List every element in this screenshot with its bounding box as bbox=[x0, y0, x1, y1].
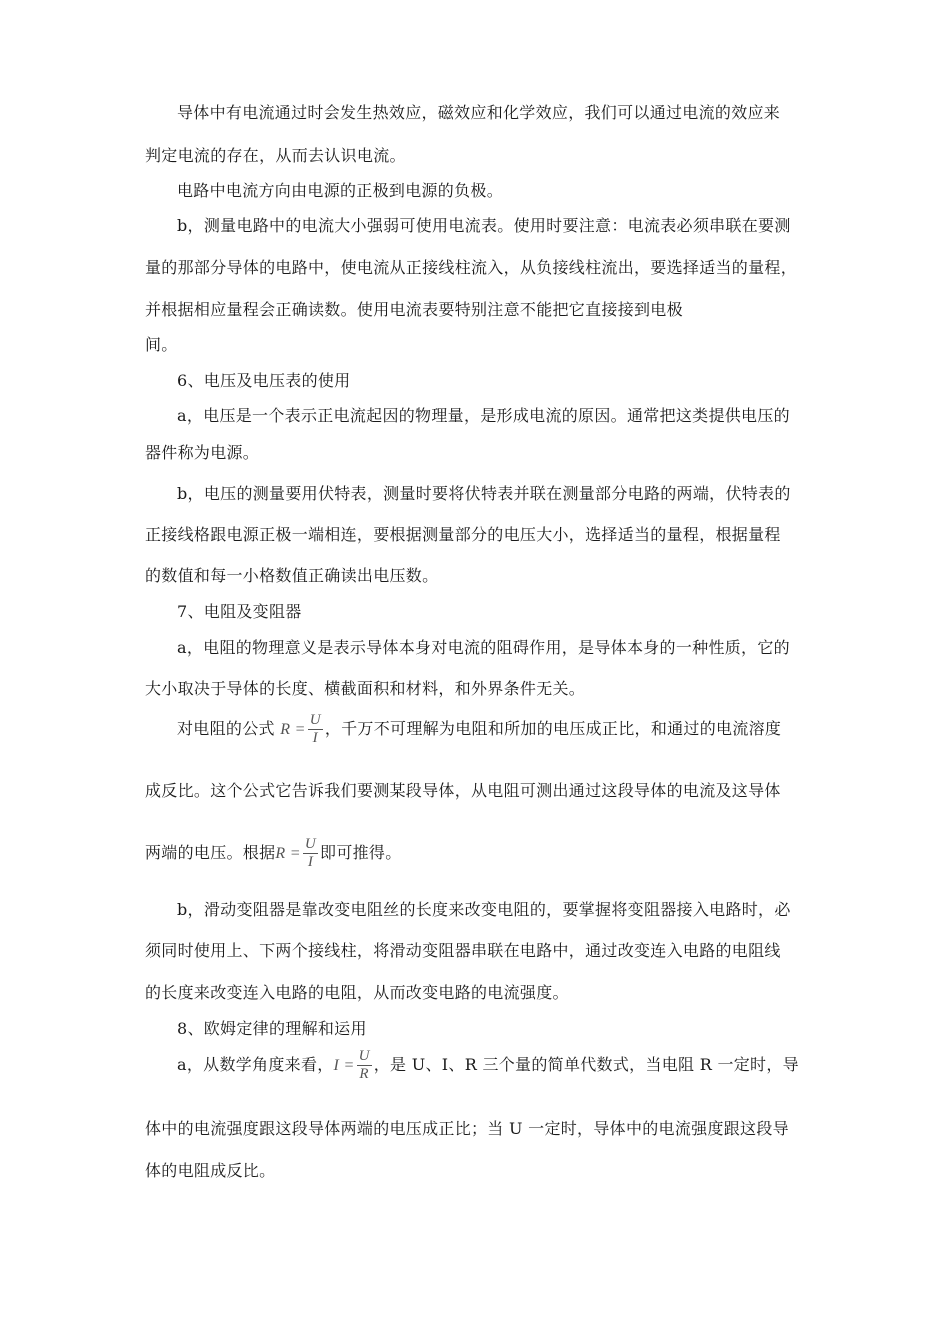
paragraph-line: 的数值和每一小格数值正确读出电压数。 bbox=[145, 566, 439, 585]
formula-paragraph-line bbox=[145, 836, 402, 871]
formula-paragraph-line bbox=[177, 712, 781, 747]
fraction-numerator: U bbox=[304, 836, 317, 852]
fraction-denominator: R bbox=[359, 1066, 369, 1082]
paragraph-line: 体的电阻成反比。 bbox=[145, 1161, 276, 1180]
paragraph-line: 须同时使用上、下两个接线柱，将滑动变阻器串联在电路中，通过改变连入电路的电阻线 bbox=[145, 941, 781, 960]
formula-lhs: R = bbox=[275, 845, 301, 862]
paragraph-line: 正接线格跟电源正极一端相连，要根据测量部分的电压大小，选择适当的量程，根据量程 bbox=[145, 525, 781, 544]
fraction-denominator: I bbox=[312, 730, 318, 746]
paragraph-line: b，测量电路中的电流大小强弱可使用电流表。使用时要注意：电流表必须串联在要测 bbox=[177, 216, 791, 235]
paragraph-line: 大小取决于导体的长度、横截面积和材料，和外界条件无关。 bbox=[145, 679, 586, 698]
section-heading: 6、电压及电压表的使用 bbox=[177, 371, 351, 390]
formula-trail-text: ，千万不可理解为电阻和所加的电压成正比，和通过的电流溶度 bbox=[324, 719, 782, 738]
paragraph-line: a，电阻的物理意义是表示导体本身对电流的阻碍作用，是导体本身的一种性质，它的 bbox=[177, 638, 790, 657]
resistance-formula-fraction bbox=[308, 712, 323, 747]
resistance-formula-fraction bbox=[303, 836, 318, 871]
paragraph-line: 电路中电流方向由电源的正极到电源的负极。 bbox=[177, 181, 504, 200]
paragraph-line: 判定电流的存在，从而去认识电流。 bbox=[145, 146, 406, 165]
paragraph-line: a，电压是一个表示正电流起因的物理量，是形成电流的原因。通常把这类提供电压的 bbox=[177, 406, 790, 425]
paragraph-line: 量的那部分导体的电路中，使电流从正接线柱流入，从负接线柱流出，要选择适当的量程， bbox=[145, 258, 798, 277]
paragraph-line: 的长度来改变连入电路的电阻，从而改变电路的电流强度。 bbox=[145, 983, 569, 1002]
fraction-numerator: U bbox=[309, 712, 321, 728]
fraction-denominator: I bbox=[307, 854, 314, 870]
formula-lead-text: 两端的电压。根据 bbox=[145, 843, 276, 862]
fraction-numerator: U bbox=[358, 1048, 370, 1064]
formula-lhs: R = bbox=[280, 721, 306, 738]
paragraph-line: b，电压的测量要用伏特表，测量时要将伏特表并联在测量部分电路的两端，伏特表的 bbox=[177, 484, 791, 503]
formula-paragraph-line bbox=[177, 1048, 799, 1083]
paragraph-line: 器件称为电源。 bbox=[145, 443, 260, 462]
paragraph-line: 体中的电流强度跟这段导体两端的电压成正比；当 U 一定时，导体中的电流强度跟这段导 bbox=[145, 1119, 789, 1138]
formula-trail-text: ，是 U、I、R 三个量的简单代数式，当电阻 R 一定时，导 bbox=[373, 1055, 799, 1074]
paragraph-line: 成反比。这个公式它告诉我们要测某段导体，从电阻可测出通过这段导体的电流及这导体 bbox=[145, 781, 781, 800]
paragraph-line: 导体中有电流通过时会发生热效应，磁效应和化学效应，我们可以通过电流的效应来 bbox=[177, 103, 781, 122]
formula-trail-text: 即可推得。 bbox=[320, 843, 402, 862]
paragraph-line: 间。 bbox=[145, 335, 178, 354]
paragraph-line: b，滑动变阻器是靠改变电阻丝的长度来改变电阻的，要掌握将变阻器接入电路时，必 bbox=[177, 900, 791, 919]
section-heading: 7、电阻及变阻器 bbox=[177, 602, 302, 621]
formula-lead-text: 对电阻的公式 bbox=[177, 719, 275, 738]
paragraph-line: 并根据相应量程会正确读数。使用电流表要特别注意不能把它直接接到电极 bbox=[145, 300, 683, 319]
formula-lhs: I = bbox=[333, 1057, 355, 1074]
formula-lead-text: a，从数学角度来看， bbox=[177, 1055, 334, 1074]
ohms-law-fraction bbox=[357, 1048, 372, 1083]
section-heading: 8、欧姆定律的理解和运用 bbox=[177, 1019, 367, 1038]
